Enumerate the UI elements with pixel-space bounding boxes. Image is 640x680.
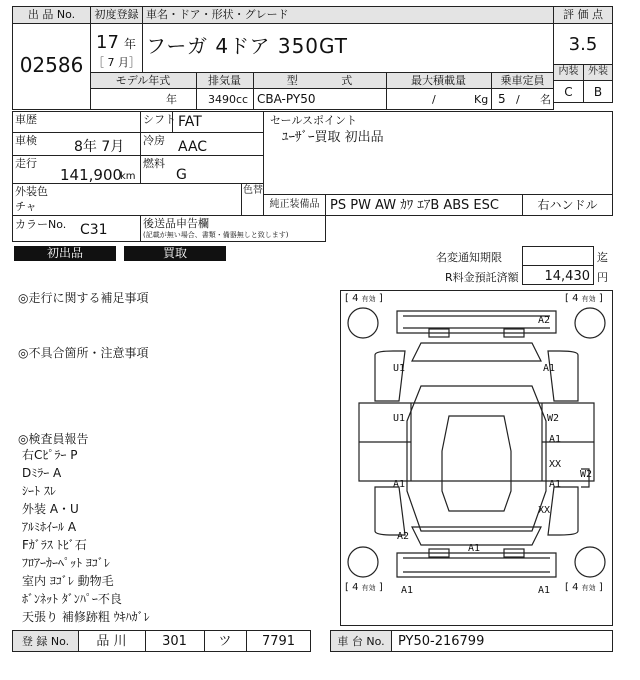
chassis-no: PY50-216799 bbox=[398, 634, 485, 649]
first-reg-label: 初度登録 bbox=[94, 8, 139, 21]
color-label: 外装色 bbox=[15, 185, 48, 198]
lot-no: 02586 bbox=[19, 53, 84, 77]
displacement-value: 3490 bbox=[208, 93, 236, 106]
doc-label: 後送品申告欄 bbox=[143, 217, 209, 230]
report-line: ｱﾙﾐﾎｲｰﾙ A bbox=[22, 520, 77, 534]
inspector-label: ◎検査員報告 bbox=[18, 432, 89, 446]
sales-point-label: セールスポイント bbox=[270, 114, 358, 127]
tire-fr-label: [ 4 有効 ] bbox=[565, 293, 603, 304]
report-line: ﾎﾞﾝﾈｯﾄ ﾀﾞﾝﾊﾟｰ不良 bbox=[22, 592, 122, 606]
capacity-label: 乗車定員 bbox=[500, 74, 545, 87]
color-change-label: 色替 bbox=[243, 185, 263, 196]
first-reg-month: ［ 7 月］ bbox=[93, 56, 140, 69]
inspection-label: 車検 bbox=[15, 134, 37, 147]
reg-number: 7791 bbox=[261, 634, 296, 649]
name-change-label: 名変通知期限 bbox=[436, 251, 502, 264]
color-no-value: C31 bbox=[80, 222, 108, 238]
max-load-label: 最大積載量 bbox=[411, 74, 466, 87]
tire-fl-label: [ 4 有効 ] bbox=[345, 293, 383, 304]
report-line: Dﾐﾗｰ A bbox=[22, 466, 62, 480]
color-no-label: カラーNo. bbox=[15, 218, 67, 231]
damage-code: U1 bbox=[393, 413, 406, 424]
purchase-badge: 買取 bbox=[124, 246, 226, 261]
damage-code: XX bbox=[538, 505, 551, 516]
tire-rr-label: [ 4 有効 ] bbox=[565, 582, 603, 593]
load-unit: Kg bbox=[474, 93, 489, 106]
capacity-suffix: 名 bbox=[540, 93, 551, 106]
report-line: Fｶﾞﾗｽ ﾄﾋﾞ石 bbox=[22, 538, 87, 552]
fuel-value: G bbox=[176, 167, 187, 183]
displacement-unit: cc bbox=[236, 93, 249, 106]
overall-grade: 3.5 bbox=[568, 34, 598, 55]
equipment-label: 純正装備品 bbox=[269, 199, 320, 210]
model-code: CBA-PY50 bbox=[257, 92, 316, 106]
damage-code: A1 bbox=[549, 434, 562, 445]
equipment-value: PS PW AW ｶﾜ ｴｱB ABS ESC bbox=[330, 198, 499, 213]
defects-label: ◎不具合箇所・注意事項 bbox=[18, 346, 149, 360]
damage-diagram bbox=[340, 290, 613, 626]
damage-code: U1 bbox=[393, 363, 406, 374]
capacity-value: 5 bbox=[498, 92, 506, 106]
report-line: 外装 A・U bbox=[22, 502, 79, 516]
model-year-value: 年 bbox=[166, 93, 177, 106]
recycle-fee-value: 14,430 bbox=[544, 269, 590, 284]
reg-kana: ツ bbox=[218, 634, 232, 649]
sales-point-text: ﾕｰｻﾞｰ買取 初出品 bbox=[282, 130, 384, 145]
model-year-label: モデル年式 bbox=[115, 74, 171, 87]
doc-note: (記載が無い場合、書類・備器無しと致します) bbox=[143, 231, 289, 239]
interior-label: 内装 bbox=[558, 66, 579, 77]
mileage-value: 141,900 bbox=[60, 166, 123, 184]
first-listing-badge: 初出品 bbox=[14, 246, 116, 261]
year-unit: 年 bbox=[124, 37, 137, 51]
history-label: 車歴 bbox=[15, 113, 37, 126]
color-value: チャ bbox=[15, 200, 37, 213]
report-line: ﾌﾛｱｰｶｰﾍﾟｯﾄ ﾖｺﾞﾚ bbox=[22, 556, 110, 570]
car-name: フーガ 4ドア 350GT bbox=[146, 34, 349, 58]
damage-code: XX bbox=[549, 459, 562, 470]
exterior-grade: B bbox=[593, 85, 603, 99]
damage-code: A2 bbox=[397, 531, 410, 542]
damage-code: A1 bbox=[401, 585, 414, 596]
damage-code: W2 bbox=[547, 413, 560, 424]
inspection-value: 8年 7月 bbox=[74, 139, 125, 155]
grade-label: 評 価 点 bbox=[563, 8, 603, 21]
displacement-label: 排気量 bbox=[208, 74, 241, 87]
tire-rl-label: [ 4 有効 ] bbox=[345, 582, 383, 593]
damage-code: A1 bbox=[549, 479, 562, 490]
report-line: 右Cﾋﾟﾗｰ P bbox=[22, 448, 78, 462]
ac-label: 冷房 bbox=[143, 134, 165, 147]
capacity-slash: / bbox=[516, 93, 520, 106]
car-outline-icon bbox=[341, 291, 612, 625]
exterior-label: 外装 bbox=[588, 66, 608, 77]
reg-no-label: 登 録 No. bbox=[21, 635, 70, 648]
interior-grade: C bbox=[564, 85, 573, 99]
mileage-unit: km bbox=[120, 171, 136, 182]
damage-code: A1 bbox=[393, 479, 406, 490]
reg-class: 301 bbox=[162, 634, 187, 649]
damage-code: A1 bbox=[468, 543, 481, 554]
damage-code: W2 bbox=[580, 469, 593, 480]
steering-value: 右ハンドル bbox=[537, 198, 598, 212]
lot-no-label: 出 品 No. bbox=[27, 8, 76, 21]
reg-area: 品 川 bbox=[96, 634, 127, 649]
chassis-label: 車 台 No. bbox=[337, 635, 385, 648]
name-change-box bbox=[522, 246, 594, 266]
recycle-fee-unit: 円 bbox=[597, 271, 608, 284]
load-slash: / bbox=[432, 93, 436, 106]
ac-value: AAC bbox=[178, 139, 208, 155]
report-line: 天張り 補修跡粗 ｳｷﾊｶﾞﾚ bbox=[22, 610, 150, 624]
supplement-label: ◎走行に関する補足事項 bbox=[18, 291, 149, 305]
car-name-label: 車名・ドア・形状・グレード bbox=[146, 8, 289, 21]
damage-code: A1 bbox=[538, 585, 551, 596]
first-reg-year: 17 bbox=[96, 32, 119, 53]
fuel-label: 燃料 bbox=[143, 157, 165, 170]
report-line: ｼｰﾄ ｽﾚ bbox=[22, 484, 56, 498]
name-change-unit: 迄 bbox=[597, 251, 608, 264]
damage-code: A1 bbox=[543, 363, 556, 374]
damage-code: A2 bbox=[538, 315, 551, 326]
report-line: 室内 ﾖｺﾞﾚ 動物毛 bbox=[22, 574, 114, 588]
shift-label: シフト bbox=[143, 113, 176, 126]
mileage-label: 走行 bbox=[15, 157, 37, 170]
model-code-label: 型 式 bbox=[286, 74, 353, 87]
shift-value: FAT bbox=[178, 114, 202, 130]
recycle-fee-label: R料金預託済額 bbox=[445, 271, 519, 284]
